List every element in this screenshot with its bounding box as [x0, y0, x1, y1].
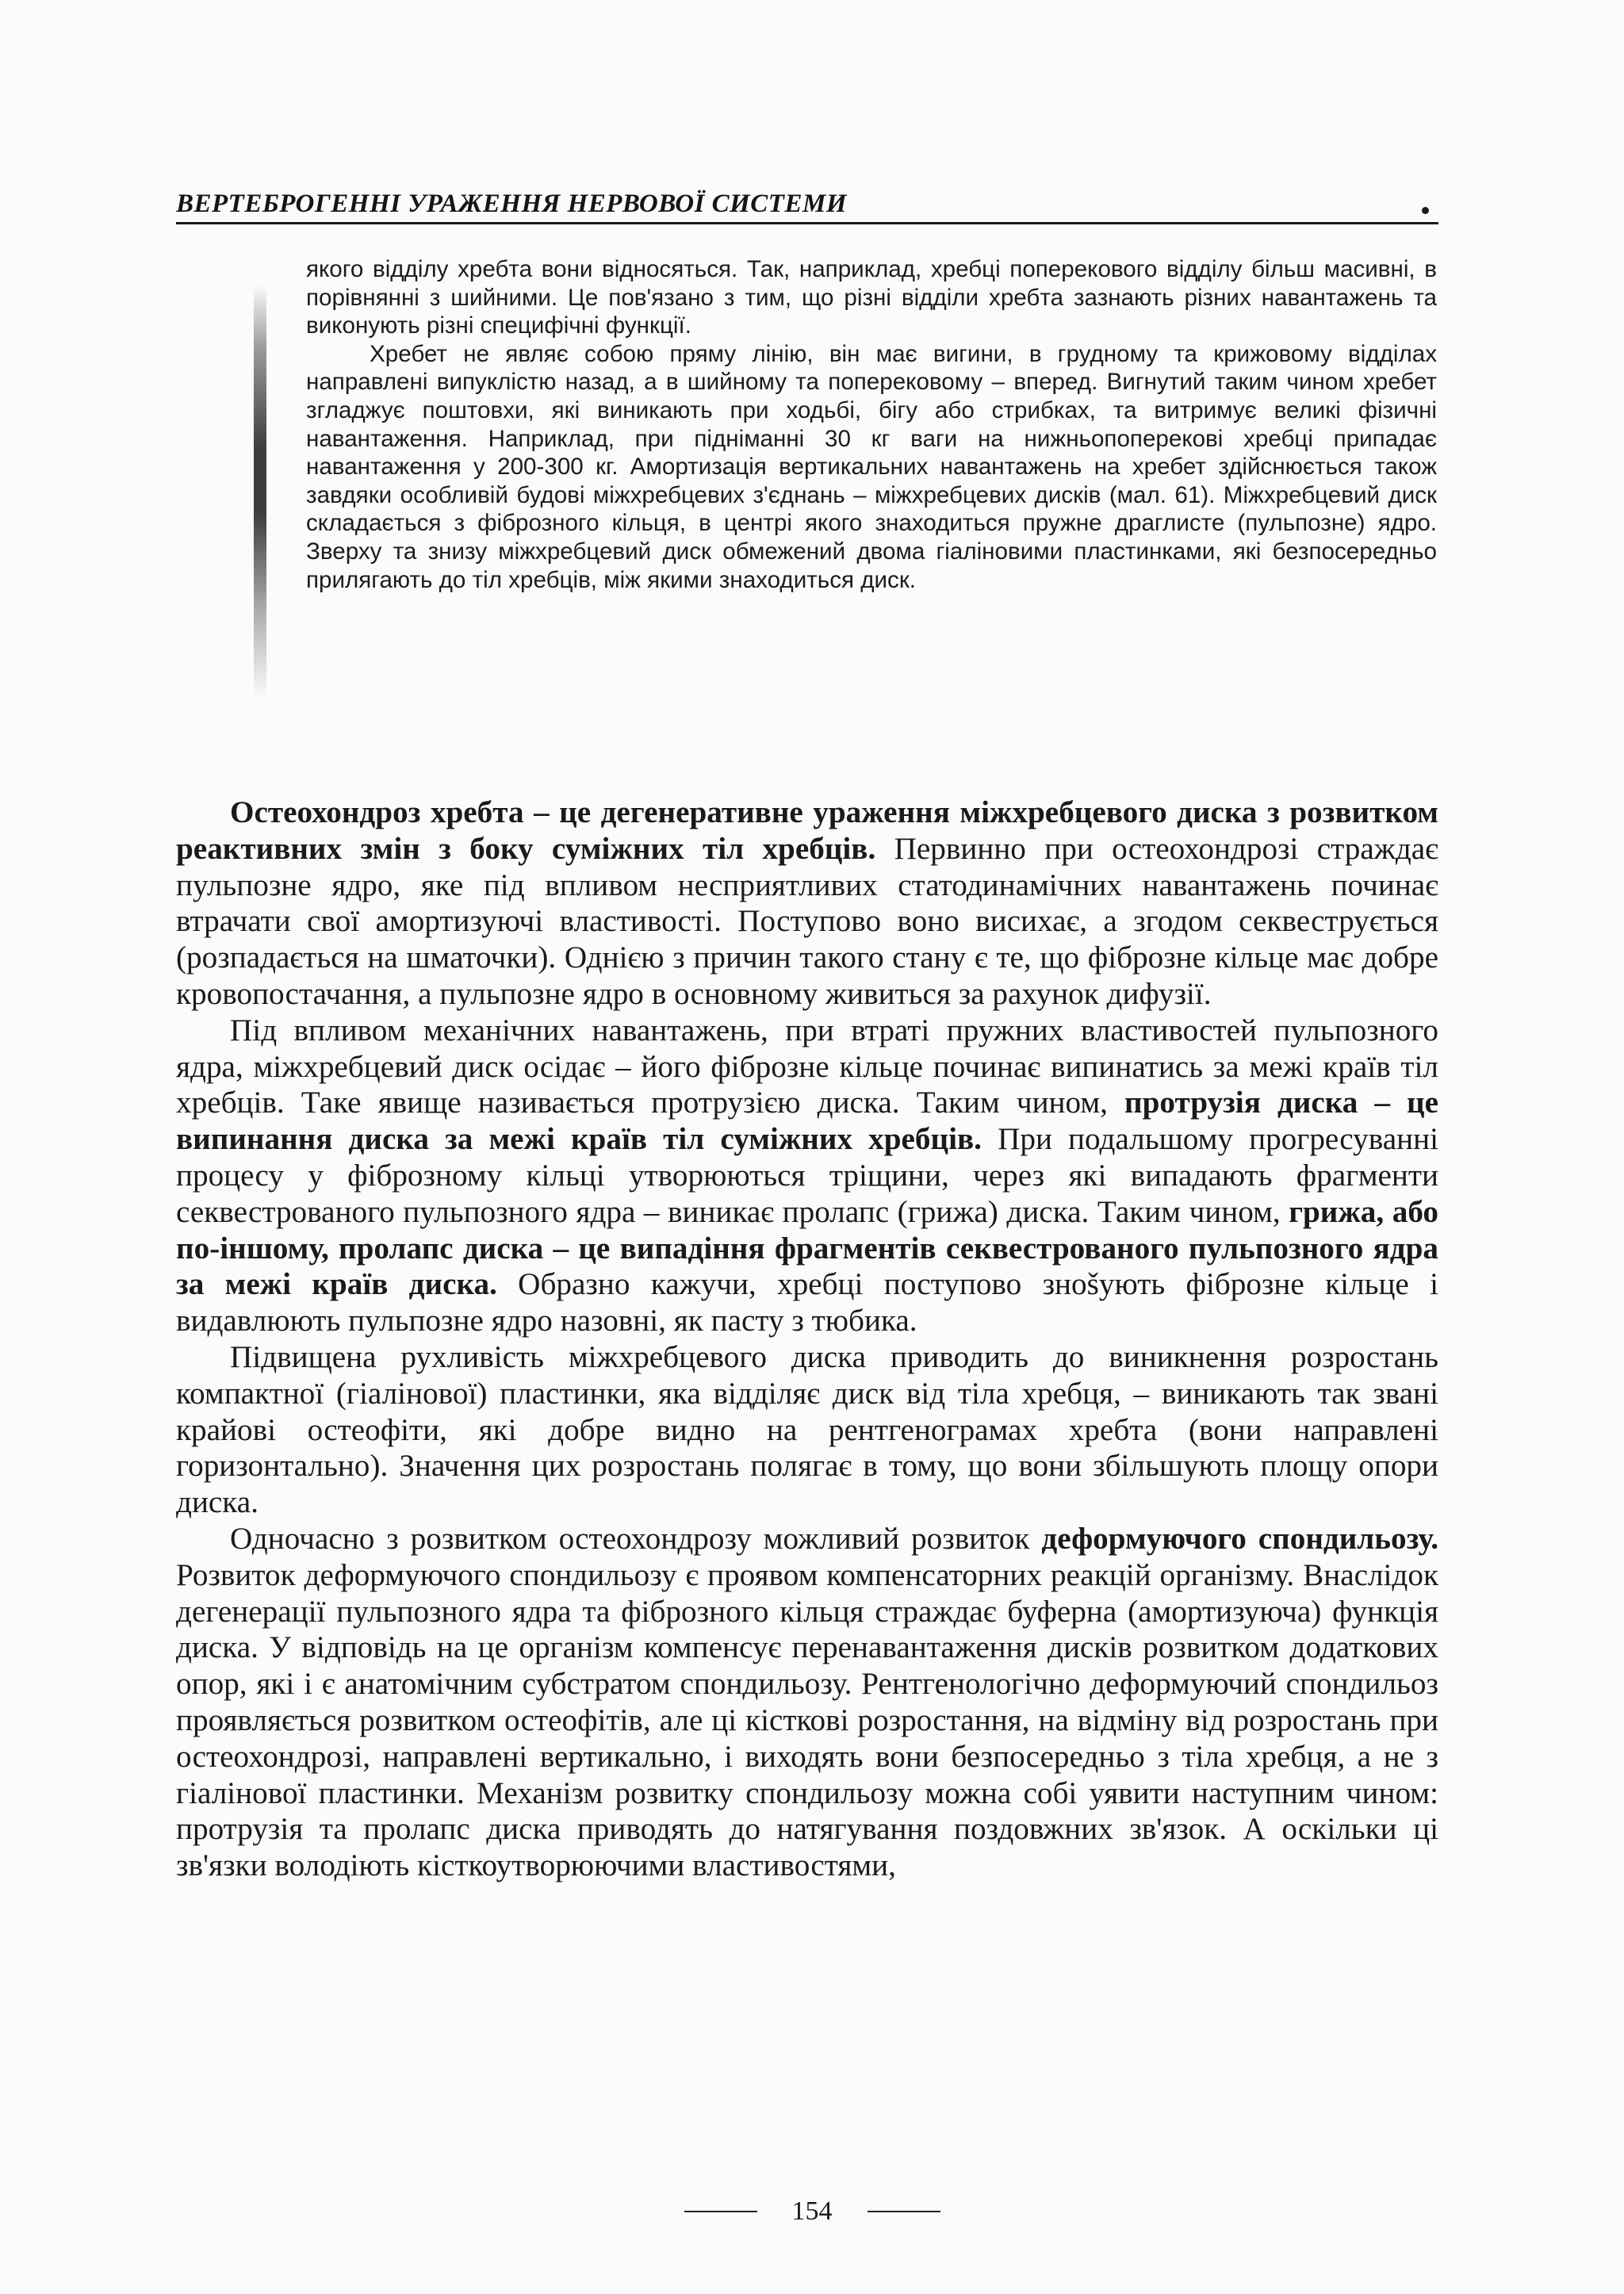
running-header [176, 178, 1438, 224]
page-number: 154 [791, 2196, 833, 2226]
definition-osteochondrosis: Остеохондроз хребта – це дегенеративне ураження міжхребцевого диска з розвитком реактивних змін з боку суміжних тіл хребців. [176, 795, 1438, 866]
header-title: ВЕРТЕБРОГЕННІ УРАЖЕННЯ НЕРВОВОЇ СИСТЕМИ [176, 190, 847, 218]
paragraph-text: Розвиток деформуючого спондильозу є проявом компенсаторних реакцій організму. Внаслідок дегенерації пульпозного ядра та фіброзного кільця страждає буферна (амортизуюча) функція диска. У відповідь на це організм компенсує перенавантаження дисків розвитком додаткових опор, які і є анатомічним субстратом спондильозу. Рентгенологічно деформуючий спондильоз проявляється розвитком остеофітів, але ці кісткові розростання, на відміну від розростань при остеохондрозі, направлені вертикально, і виходять вони безпосередньо з тіла хребця, а не з гіалінової пластинки. Механізм розвитку спондильозу можна собі уявити наступним чином: протрузія та пролапс диска приводять до натягування поздовжних зв'язок. А оскільки ці зв'язки володіють кісткоутворюючими властивостями, [176, 1557, 1438, 1883]
page-footer [0, 2196, 1624, 2231]
main-paragraph-spondylosis [176, 1521, 1438, 1884]
inset-paragraph: якого відділу хребта вони відносяться. Так, наприклад, хребці поперекового відділу більш масивні, в порівнянні з шийними. Це пов'язано з тим, що різні відділи хребта зазнають різних навантажень та виконують різні специфічні функції. [306, 256, 1437, 339]
term-spondylosis: деформуючого спондильозу. [1041, 1521, 1438, 1556]
header-bullet-icon [1422, 207, 1429, 214]
paragraph-text: Образно кажучи, хребці поступово знošують фіброзне кільце і видавлюють пульпозне ядро назовні, як пасту з тюбика. [176, 1267, 1439, 1338]
scan-margin-mark [254, 285, 266, 698]
inset-text-block [306, 255, 1437, 594]
definition-prolapse: грижа, або по-іншому, пролапс диска – це випадіння фрагментів секвестрованого пульпозного ядра за межі країв диска. [176, 1194, 1438, 1302]
paragraph-text: Під впливом механічних навантажень, при втраті пружних властивостей пульпозного ядра, міжхребцевий диск осідає – його фіброзне кільце починає випинатись за межі країв тіл хребців. Таке явище називається протрузією диска. Таким чином, [176, 1013, 1438, 1120]
footer-rule-right [868, 2211, 940, 2212]
definition-protrusion: протрузія диска – це випинання диска за межі країв тіл суміжних хребців. [176, 1086, 1439, 1157]
paragraph-text: При подальшому прогресуванні процесу у фіброзному кільці утворюються тріщини, через які випадають фрагменти секвестрованого пульпозного ядра – виникає пролапс (грижа) диска. Таким чином, [176, 1122, 1438, 1229]
main-paragraph-protrusion [176, 1013, 1438, 1339]
main-paragraph-osteophytes: Підвищена рухливість міжхребцевого диска приводить до виникнення розростань компактної (гіалінової) пластинки, яка відділяє диск від тіла хребця, – виникають так звані крайові остеофіти, які добре видно на рентгенограмах хребта (вони направлені горизонтально). Значення цих розростань полягає в тому, що вони збільшують площу опори диска. [176, 1339, 1438, 1520]
paragraph-text: Одночасно з розвитком остеохондрозу можливий розвиток [230, 1521, 1042, 1556]
main-text-block [176, 795, 1438, 1884]
main-paragraph-osteochondrosis [176, 795, 1438, 1013]
paragraph-text: Первинно при остеохондрозі страждає пульпозне ядро, яке під впливом несприятливих статодинамічних навантажень починає втрачати свої амортизуючі властивості. Поступово воно висихає, а згодом секвеструється (розпадається на шматочки). Однією з причин такого стану є те, що фіброзне кільце має добре кровопостачання, а пульпозне ядро в основному живиться за рахунок дифузії. [176, 831, 1438, 1011]
footer-rule-left [684, 2211, 757, 2212]
inset-paragraph: Хребет не являє собою пряму лінію, він має вигини, в грудному та крижовому відділах направлені випуклістю назад, а в шийному та поперековому – вперед. Вигнутий таким чином хребет згладжує поштовхи, які виникають при ходьбі, бігу або стрибках, та витримує великі фізичні навантаження. Наприклад, при підніманні 30 кг ваги на нижньопоперекові хребці припадає навантаження у 200-300 кг. Амортизація вертикальних навантажень на хребет здійснюється також завдяки особливій будові міжхребцевих з'єднань – міжхребцевих дисків (мал. 61). Міжхребцевий диск складається з фіброзного кільця, в центрі якого знаходиться пружне драглисте (пульпозне) ядро. Зверху та знизу міжхребцевий диск обмежений двома гіаліновими пластинками, які безпосередньо прилягають до тіл хребців, між якими знаходиться диск. [306, 340, 1437, 593]
